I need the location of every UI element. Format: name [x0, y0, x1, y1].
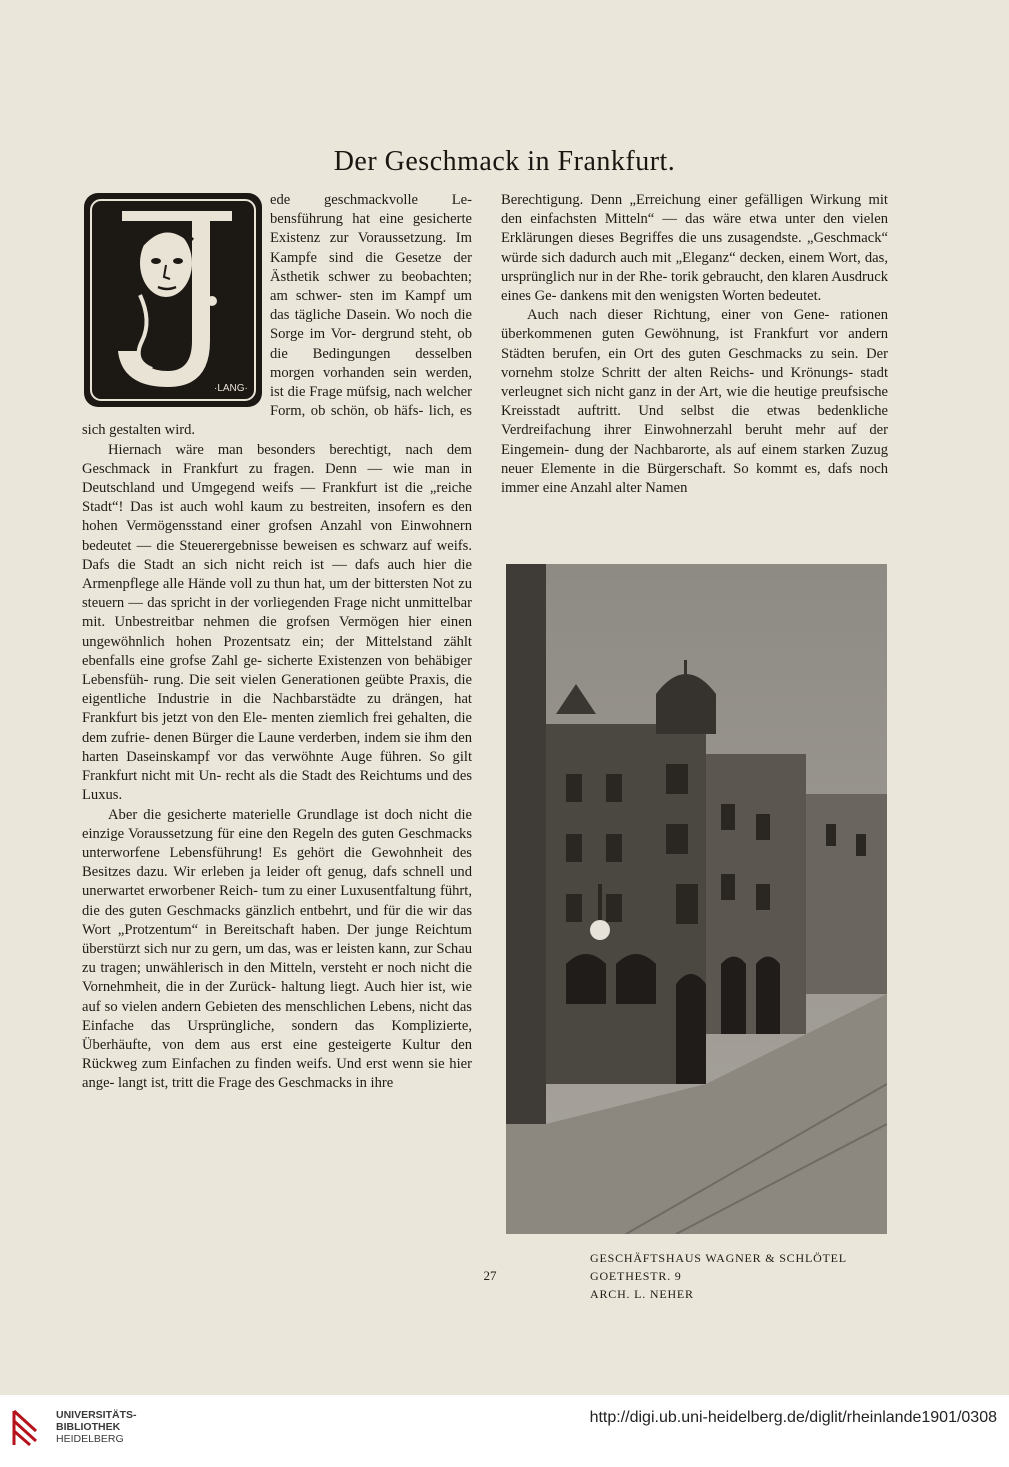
decorative-initial-j [82, 191, 264, 409]
viewer-footer [0, 1395, 1009, 1467]
paragraph-3: Aber die gesicherte materielle Grundlage ist doch nicht die einzige Voraussetzung für eine den Regeln des guten Geschmacks unterworfene Lebensführung! Es gehört die Gewohnheit des Besitzes dazu. Wir erleben ja leider oft genug, dafs schnell und unerwartet erworbener Reich- tum zu einer Luxusentfaltung führt, die des guten Geschmacks gänzlich entbehrt, und für die wir das Wort „Protzentum“ in Bereitschaft haben. Der junge Reichtum überstürzt sich nur zu gern, um das, was er leisten kann, zur Schau zu tragen; unwählerisch in den Mitteln, versteht er noch nicht die Vornehmheit, die in der Zurück- haltung liegt. Auch hier ist, wie auf so vielen andern Gebieten des menschlichen Lebens, nicht das Einfache das Ursprüngliche, sondern das Komplizierte, Überhäufte, von dem aus erst eine gesteigerte Kultur den Rückweg zum Einfachen zu finden weifs. Und erst wenn sie hier ange- langt ist, tritt die Frage des Geschmacks in ihre [82, 806, 472, 1092]
paragraph-1: ede geschmackvolle Le- bensführung hat eine gesicherte Existenz zur Voraussetzung. Im Kampfe sind die Gesetze der Ästhetik schwer zu beobachten; am schwer- sten im Kampf um das tägliche Dasein. Wo noch die Sorge im Vor- dergrund steht, ob die Bedingungen desselben morgen vorhanden sein werden, ist die Frage müfsig, nach welcher Form, ob schön, ob häfs- lich, es sich gestalten wird. [82, 192, 472, 439]
library-logo-icon [10, 1407, 40, 1449]
paragraph-2: Hiernach wäre man besonders berechtigt, nach dem Geschmack in Frankfurt zu fragen. Denn — wie man in Deutschland und Umgegend weifs — Frankfurt ist die „reiche Stadt“! Das ist auch wohl kaum zu bestreiten, insofern es den hohen Vermögensstand einer grofsen Anzahl von Einwohnern bedeutet — die Steuerergebnisse beweisen es schwarz auf weifs. Dafs die Stadt an sich nicht reich ist — dafs auch hier die Armenpflege alle Hände voll zu thun hat, um der bittersten Not zu steuern — das spricht in der vorliegenden Frage nicht unmittelbar mit. Unbestreitbar nehmen die grofsen Vermögen hier einen ungewöhnlich hohen Prozentsatz ein; der Mittelstand zählt ebenfalls eine grofse Zahl ge- sicherte Existenzen von behäbiger Lebensfüh- rung. Die seit vielen Generationen geübte Praxis, die eigentliche Industrie in die Nachbarstädte zu drängen, hat Frankfurt bis jetzt von den Ele- menten ziemlich frei gehalten, die dem zufrie- denen Bürger die Laune verderben, indem sie ihm den harten Daseinskampf vor das verwöhnte Auge führen. So gilt Frankfurt nicht mit Un- recht als die Stadt des Reichtums und des Luxus. [82, 441, 472, 804]
paragraph-5: Auch nach dieser Richtung, einer von Gene- rationen überkommenen guten Gewöhnung, ist Frankfurt vor andern Städten berufen, ein Ort des guten Geschmacks zu sein. Der vornehm stolze Schritt der alten Reichs- und Krönungs- stadt verleugnet sich nicht ganz in der Art, wie die heutige preufsische Kreisstadt auftritt. Und selbst die etwas bedenkliche Verdreifachung ihrer Einwohnerzahl beruht mehr auf der Eingemein- dung der Nachbarorte, als auf einem starken Zuzug neuer Elemente in die Bürgerschaft. So kommt es, dafs noch immer eine Anzahl alter Namen [501, 307, 888, 497]
caption-line-3: ARCH. L. NEHER [590, 1287, 694, 1301]
caption-line-2: GOETHESTR. 9 [590, 1269, 682, 1283]
artist-signature [214, 383, 248, 394]
article-title: Der Geschmack in Frankfurt. [333, 146, 676, 177]
right-column [501, 191, 888, 498]
building-photograph [506, 564, 887, 1234]
source-url-link[interactable]: http://digi.ub.uni-heidelberg.de/diglit/rheinlande1901/0308 [589, 1409, 997, 1426]
paragraph-4: Berechtigung. Denn „Erreichung einer gefälligen Wirkung mit den einfachsten Mitteln“ — das wäre etwa unter den vielen Erklärungen dieses Begriffes die uns zusagendste. „Geschmack“ würde sich dadurch auch mit „Eleganz“ decken, einem Wort, das, ursprünglich nur in der Rhe- torik gebraucht, den klaren Ausdruck eines Ge- dankens mit den wenigsten Worten bedeutet. [501, 192, 888, 305]
svg-text:·LANG·: ·LANG· [214, 383, 248, 394]
left-column [82, 191, 472, 1094]
library-name: UNIVERSITÄTS- BIBLIOTHEK HEIDELBERG [56, 1409, 137, 1445]
photo-caption [590, 1249, 847, 1303]
page-number: 27 [483, 1268, 497, 1283]
caption-line-1: GESCHÄFTSHAUS WAGNER & SCHLÖTEL [590, 1251, 847, 1265]
